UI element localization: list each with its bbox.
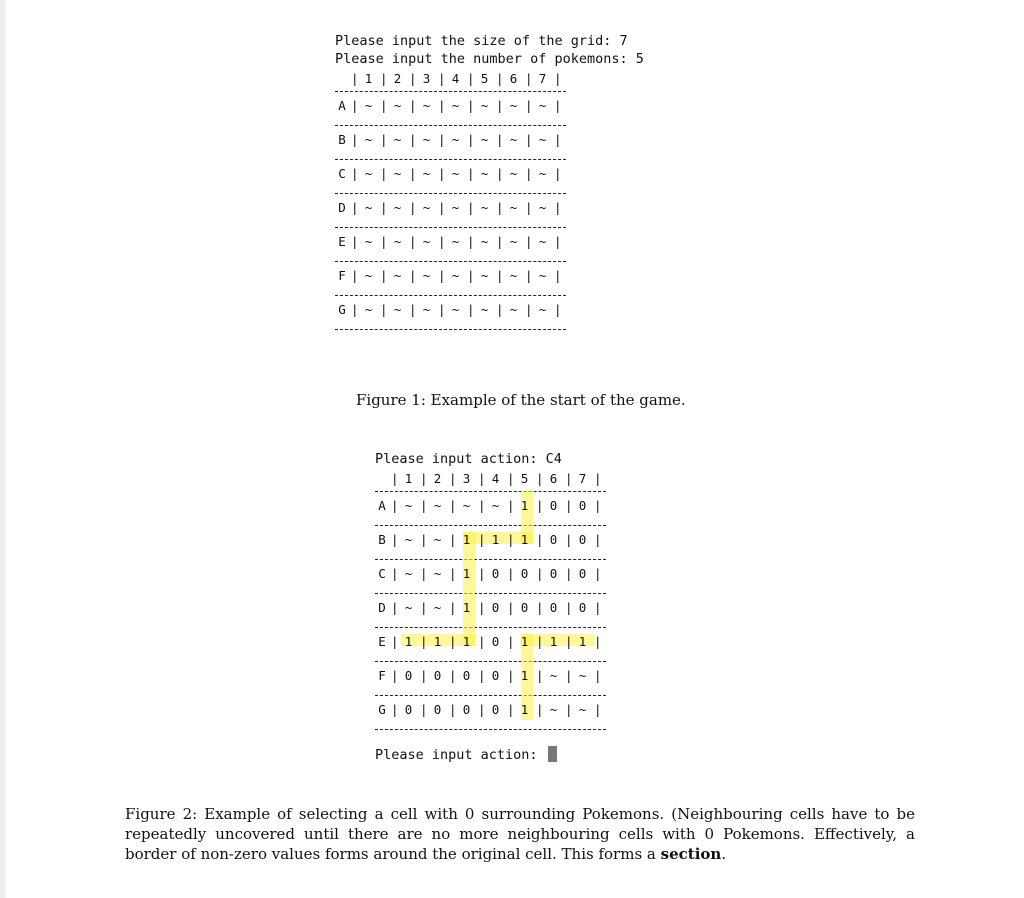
row-separator <box>375 627 606 628</box>
grid-cell-A2: ~ <box>393 98 402 113</box>
cell-bar: | <box>507 634 515 649</box>
grid-cell-D6: ~ <box>509 200 518 215</box>
row-label-A: A <box>338 98 346 113</box>
grid-cell-G1: ~ <box>364 302 373 317</box>
grid-cell-D1: ~ <box>404 600 413 615</box>
grid-cell-G6: ~ <box>509 302 518 317</box>
row-separator <box>375 491 606 492</box>
grid-cell-F1: ~ <box>364 268 373 283</box>
header-bar: | <box>351 71 359 86</box>
cell-bar: | <box>449 566 457 581</box>
grid-cell-A1: ~ <box>404 498 413 513</box>
grid-cell-D5: 0 <box>520 600 529 615</box>
cell-bar: | <box>467 200 475 215</box>
cell-bar: | <box>594 532 602 547</box>
grid-cell-E2: 1 <box>433 634 442 649</box>
grid-cell-G7: ~ <box>538 302 547 317</box>
grid-cell-F6: ~ <box>549 668 558 683</box>
cell-bar: | <box>536 566 544 581</box>
grid-cell-F7: ~ <box>538 268 547 283</box>
cell-bar: | <box>594 634 602 649</box>
grid-cell-D5: ~ <box>480 200 489 215</box>
grid-cell-E1: ~ <box>364 234 373 249</box>
cell-bar: | <box>449 702 457 717</box>
row-separator <box>375 661 606 662</box>
cell-bar: | <box>420 668 428 683</box>
grid-cell-F5: 1 <box>520 668 529 683</box>
cell-bar: | <box>380 234 388 249</box>
grid-cell-E4: ~ <box>451 234 460 249</box>
header-bar: | <box>380 71 388 86</box>
cell-bar: | <box>554 234 562 249</box>
cell-bar: | <box>409 234 417 249</box>
cell-bar: | <box>496 268 504 283</box>
pokemon-count-prompt: Please input the number of pokemons: 5 <box>335 51 644 67</box>
cell-bar: | <box>380 302 388 317</box>
cell-bar: | <box>594 668 602 683</box>
grid-cell-B7: ~ <box>538 132 547 147</box>
grid-cell-C2: ~ <box>393 166 402 181</box>
cell-bar: | <box>507 668 515 683</box>
cell-bar: | <box>467 268 475 283</box>
section-highlight <box>463 532 475 646</box>
grid-cell-E3: ~ <box>422 234 431 249</box>
column-header-3: 3 <box>462 471 471 486</box>
column-header-5: 5 <box>480 71 489 86</box>
grid-cell-B3: 1 <box>462 532 471 547</box>
grid-cell-C2: ~ <box>433 566 442 581</box>
cell-bar: | <box>467 98 475 113</box>
cell-bar: | <box>351 166 359 181</box>
terminal-cursor <box>548 746 557 762</box>
row-label-C: C <box>338 166 346 181</box>
row-label-A: A <box>378 498 386 513</box>
grid-cell-D4: ~ <box>451 200 460 215</box>
cell-bar: | <box>409 98 417 113</box>
grid-cell-A7: 0 <box>578 498 587 513</box>
next-action-label: Please input action: <box>375 747 538 763</box>
cell-bar: | <box>438 234 446 249</box>
cell-bar: | <box>380 166 388 181</box>
row-label-B: B <box>338 132 346 147</box>
grid-cell-G4: ~ <box>451 302 460 317</box>
cell-bar: | <box>525 98 533 113</box>
cell-bar: | <box>478 498 486 513</box>
cell-bar: | <box>496 234 504 249</box>
row-label-D: D <box>338 200 346 215</box>
column-header-6: 6 <box>549 471 558 486</box>
cell-bar: | <box>467 166 475 181</box>
header-bar: | <box>391 471 399 486</box>
cell-bar: | <box>478 566 486 581</box>
cell-bar: | <box>467 234 475 249</box>
grid-cell-B4: ~ <box>451 132 460 147</box>
grid-cell-G7: ~ <box>578 702 587 717</box>
grid-cell-C6: ~ <box>509 166 518 181</box>
cell-bar: | <box>478 702 486 717</box>
grid-cell-B6: ~ <box>509 132 518 147</box>
grid-cell-A4: ~ <box>451 98 460 113</box>
cell-bar: | <box>496 200 504 215</box>
grid-cell-B1: ~ <box>364 132 373 147</box>
row-separator <box>335 193 566 194</box>
grid-cell-E6: ~ <box>509 234 518 249</box>
grid-cell-C4: ~ <box>451 166 460 181</box>
column-header-7: 7 <box>538 71 547 86</box>
grid-cell-A5: 1 <box>520 498 529 513</box>
grid-cell-B7: 0 <box>578 532 587 547</box>
action-prompt: Please input action: C4 <box>375 451 562 467</box>
row-separator <box>335 295 566 296</box>
grid-cell-A6: 0 <box>549 498 558 513</box>
cell-bar: | <box>438 200 446 215</box>
cell-bar: | <box>496 98 504 113</box>
cell-bar: | <box>565 498 573 513</box>
cell-bar: | <box>554 268 562 283</box>
grid-cell-A6: ~ <box>509 98 518 113</box>
cell-bar: | <box>594 498 602 513</box>
cell-bar: | <box>525 234 533 249</box>
header-bar: | <box>536 471 544 486</box>
cell-bar: | <box>438 98 446 113</box>
grid-cell-F1: 0 <box>404 668 413 683</box>
grid-cell-G4: 0 <box>491 702 500 717</box>
cell-bar: | <box>351 132 359 147</box>
cell-bar: | <box>496 132 504 147</box>
grid-cell-D2: ~ <box>433 600 442 615</box>
row-separator <box>375 559 606 560</box>
grid-cell-E3: 1 <box>462 634 471 649</box>
cell-bar: | <box>536 532 544 547</box>
grid-cell-E2: ~ <box>393 234 402 249</box>
row-separator <box>335 91 566 92</box>
grid-cell-A1: ~ <box>364 98 373 113</box>
cell-bar: | <box>449 634 457 649</box>
row-separator <box>375 593 606 594</box>
header-bar: | <box>525 71 533 86</box>
grid-cell-F2: ~ <box>393 268 402 283</box>
cell-bar: | <box>351 200 359 215</box>
grid-cell-C4: 0 <box>491 566 500 581</box>
cell-bar: | <box>438 166 446 181</box>
cell-bar: | <box>391 600 399 615</box>
cell-bar: | <box>391 532 399 547</box>
cell-bar: | <box>565 600 573 615</box>
row-label-F: F <box>338 268 346 283</box>
cell-bar: | <box>554 166 562 181</box>
grid-cell-A3: ~ <box>462 498 471 513</box>
row-label-D: D <box>378 600 386 615</box>
cell-bar: | <box>467 302 475 317</box>
figure-2-caption-bold: section <box>660 845 722 863</box>
grid-cell-C6: 0 <box>549 566 558 581</box>
cell-bar: | <box>478 532 486 547</box>
cell-bar: | <box>554 98 562 113</box>
cell-bar: | <box>536 668 544 683</box>
grid-cell-G3: 0 <box>462 702 471 717</box>
grid-cell-F3: ~ <box>422 268 431 283</box>
grid-cell-E6: 1 <box>549 634 558 649</box>
grid-cell-F7: ~ <box>578 668 587 683</box>
row-separator <box>375 695 606 696</box>
cell-bar: | <box>565 566 573 581</box>
grid-cell-B3: ~ <box>422 132 431 147</box>
row-label-G: G <box>338 302 346 317</box>
grid-cell-G3: ~ <box>422 302 431 317</box>
cell-bar: | <box>449 498 457 513</box>
cell-bar: | <box>467 132 475 147</box>
cell-bar: | <box>449 600 457 615</box>
grid-cell-C3: ~ <box>422 166 431 181</box>
figure-2-terminal <box>375 450 606 764</box>
column-header-6: 6 <box>509 71 518 86</box>
cell-bar: | <box>409 302 417 317</box>
row-separator <box>375 729 606 730</box>
header-bar: | <box>420 471 428 486</box>
cell-bar: | <box>507 600 515 615</box>
row-separator <box>335 125 566 126</box>
cell-bar: | <box>554 200 562 215</box>
column-header-3: 3 <box>422 71 431 86</box>
figure-2-caption-end: . <box>721 845 727 863</box>
cell-bar: | <box>420 532 428 547</box>
column-header-2: 2 <box>433 471 442 486</box>
grid-cell-G2: 0 <box>433 702 442 717</box>
grid-cell-E5: 1 <box>520 634 529 649</box>
grid-cell-A3: ~ <box>422 98 431 113</box>
cell-bar: | <box>409 132 417 147</box>
cell-bar: | <box>351 302 359 317</box>
cell-bar: | <box>420 600 428 615</box>
grid-cell-D4: 0 <box>491 600 500 615</box>
cell-bar: | <box>496 166 504 181</box>
grid-cell-G5: 1 <box>520 702 529 717</box>
grid-cell-E5: ~ <box>480 234 489 249</box>
header-bar: | <box>409 71 417 86</box>
cell-bar: | <box>507 702 515 717</box>
cell-bar: | <box>525 166 533 181</box>
grid-cell-F3: 0 <box>462 668 471 683</box>
grid-cell-E7: 1 <box>578 634 587 649</box>
cell-bar: | <box>351 268 359 283</box>
row-separator <box>375 525 606 526</box>
column-header-1: 1 <box>364 71 373 86</box>
grid-cell-C5: 0 <box>520 566 529 581</box>
header-bar: | <box>565 471 573 486</box>
cell-bar: | <box>391 498 399 513</box>
cell-bar: | <box>391 702 399 717</box>
cell-bar: | <box>565 702 573 717</box>
cell-bar: | <box>420 702 428 717</box>
header-bar: | <box>496 71 504 86</box>
grid-cell-F6: ~ <box>509 268 518 283</box>
grid-cell-C7: ~ <box>538 166 547 181</box>
cell-bar: | <box>420 634 428 649</box>
column-header-4: 4 <box>451 71 460 86</box>
column-header-2: 2 <box>393 71 402 86</box>
cell-bar: | <box>594 702 602 717</box>
cell-bar: | <box>351 234 359 249</box>
header-bar: | <box>478 471 486 486</box>
cell-bar: | <box>409 200 417 215</box>
grid-cell-C7: 0 <box>578 566 587 581</box>
header-bar: | <box>507 471 515 486</box>
cell-bar: | <box>536 634 544 649</box>
grid-cell-A4: ~ <box>491 498 500 513</box>
cell-bar: | <box>449 668 457 683</box>
row-label-B: B <box>378 532 386 547</box>
cell-bar: | <box>525 132 533 147</box>
cell-bar: | <box>536 702 544 717</box>
grid-cell-B1: ~ <box>404 532 413 547</box>
cell-bar: | <box>391 668 399 683</box>
cell-bar: | <box>409 268 417 283</box>
grid-cell-D3: 1 <box>462 600 471 615</box>
row-separator <box>335 227 566 228</box>
grid-cell-G2: ~ <box>393 302 402 317</box>
grid-cell-F4: ~ <box>451 268 460 283</box>
cell-bar: | <box>409 166 417 181</box>
row-label-F: F <box>378 668 386 683</box>
header-bar: | <box>449 471 457 486</box>
cell-bar: | <box>351 98 359 113</box>
grid-cell-B2: ~ <box>393 132 402 147</box>
cell-bar: | <box>496 302 504 317</box>
left-page-edge <box>0 0 5 898</box>
grid-cell-F2: 0 <box>433 668 442 683</box>
cell-bar: | <box>536 498 544 513</box>
cell-bar: | <box>536 600 544 615</box>
cell-bar: | <box>391 566 399 581</box>
header-bar: | <box>554 71 562 86</box>
grid-cell-G1: 0 <box>404 702 413 717</box>
row-label-C: C <box>378 566 386 581</box>
cell-bar: | <box>478 668 486 683</box>
next-action-prompt <box>375 746 606 764</box>
cell-bar: | <box>391 634 399 649</box>
row-label-E: E <box>338 234 346 249</box>
cell-bar: | <box>565 532 573 547</box>
grid-cell-C1: ~ <box>364 166 373 181</box>
cell-bar: | <box>525 268 533 283</box>
figure-1-caption: Figure 1: Example of the start of the game. <box>356 391 686 409</box>
column-header-7: 7 <box>578 471 587 486</box>
grid-cell-A7: ~ <box>538 98 547 113</box>
cell-bar: | <box>438 132 446 147</box>
column-header-5: 5 <box>520 471 529 486</box>
grid-cell-G5: ~ <box>480 302 489 317</box>
cell-bar: | <box>438 268 446 283</box>
grid-cell-B5: ~ <box>480 132 489 147</box>
cell-bar: | <box>420 498 428 513</box>
cell-bar: | <box>507 566 515 581</box>
cell-bar: | <box>478 634 486 649</box>
cell-bar: | <box>478 600 486 615</box>
grid-cell-D7: ~ <box>538 200 547 215</box>
header-bar: | <box>594 471 602 486</box>
column-header-4: 4 <box>491 471 500 486</box>
cell-bar: | <box>420 566 428 581</box>
grid-cell-D2: ~ <box>393 200 402 215</box>
grid-cell-A2: ~ <box>433 498 442 513</box>
grid-cell-B2: ~ <box>433 532 442 547</box>
cell-bar: | <box>380 268 388 283</box>
grid-cell-A5: ~ <box>480 98 489 113</box>
grid-cell-B6: 0 <box>549 532 558 547</box>
grid-cell-D7: 0 <box>578 600 587 615</box>
header-bar: | <box>467 71 475 86</box>
column-header-1: 1 <box>404 471 413 486</box>
row-separator <box>335 261 566 262</box>
grid-cell-E1: 1 <box>404 634 413 649</box>
row-label-E: E <box>378 634 386 649</box>
cell-bar: | <box>380 132 388 147</box>
row-separator <box>335 329 566 330</box>
grid-cell-C5: ~ <box>480 166 489 181</box>
cell-bar: | <box>380 200 388 215</box>
cell-bar: | <box>554 132 562 147</box>
grid-cell-F5: ~ <box>480 268 489 283</box>
cell-bar: | <box>507 498 515 513</box>
cell-bar: | <box>594 600 602 615</box>
grid-cell-B4: 1 <box>491 532 500 547</box>
grid-cell-D3: ~ <box>422 200 431 215</box>
grid-cell-E7: ~ <box>538 234 547 249</box>
grid-cell-D1: ~ <box>364 200 373 215</box>
figure-2-caption <box>125 804 915 864</box>
grid-cell-C3: 1 <box>462 566 471 581</box>
figure-1-grid <box>335 70 566 332</box>
row-label-G: G <box>378 702 386 717</box>
cell-bar: | <box>380 98 388 113</box>
figure-1-terminal <box>335 32 644 332</box>
figure-2-caption-text: Figure 2: Example of selecting a cell with 0 surrounding Pokemons. (Neighbouring cells have to be repeatedly uncovered until there are no more neighbouring cells with 0 Pokemons. Effectively, a border of non-zero values forms around the original cell. This forms a <box>125 805 915 863</box>
grid-cell-F4: 0 <box>491 668 500 683</box>
cell-bar: | <box>507 532 515 547</box>
header-bar: | <box>438 71 446 86</box>
cell-bar: | <box>525 200 533 215</box>
cell-bar: | <box>438 302 446 317</box>
grid-size-prompt: Please input the size of the grid: 7 <box>335 33 628 49</box>
cell-bar: | <box>594 566 602 581</box>
figure-2-grid <box>375 470 606 732</box>
cell-bar: | <box>565 668 573 683</box>
grid-cell-D6: 0 <box>549 600 558 615</box>
row-separator <box>335 159 566 160</box>
cell-bar: | <box>449 532 457 547</box>
grid-cell-G6: ~ <box>549 702 558 717</box>
cell-bar: | <box>565 634 573 649</box>
grid-cell-C1: ~ <box>404 566 413 581</box>
cell-bar: | <box>554 302 562 317</box>
cell-bar: | <box>525 302 533 317</box>
grid-cell-E4: 0 <box>491 634 500 649</box>
grid-cell-B5: 1 <box>520 532 529 547</box>
